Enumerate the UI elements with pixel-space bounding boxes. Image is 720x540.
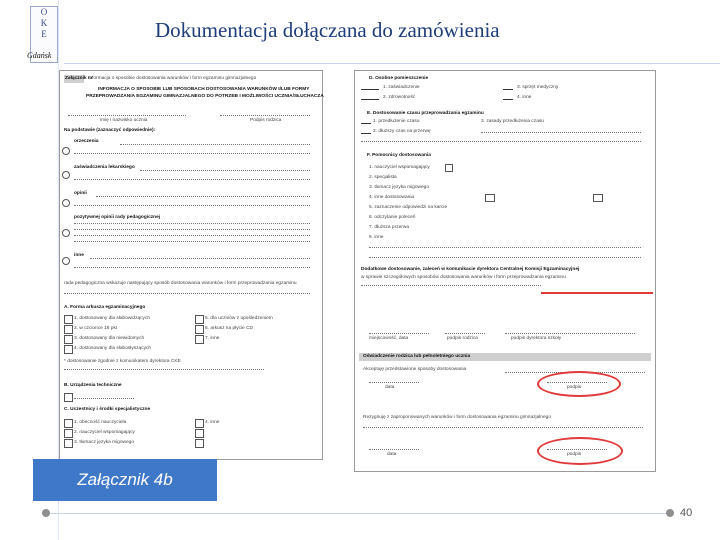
decision-text: rada pedagogiczna wskazuje następujący sposób dostosowania warunków i form przeprowadzania egzaminu (64, 281, 297, 286)
slide-title: Dokumentacja dołączana do zamówienia (155, 18, 500, 42)
basis-radio-1 (62, 147, 70, 155)
section-e-title: E. Dostosowanie czasu przeprowadzania egzaminu (367, 111, 484, 116)
conclusion-2: w sprawie szczegółowych sposobów dostosowania warunków i form przeprowadzania egzaminu (361, 275, 566, 280)
form-page-right: D. Osobne pomieszczenie 1. zaświadczenie 2. zdrowotność 3. sprzęt medyczny 4. inne E. Dostosowanie czasu przeprowadzania egzaminu 1. przedłużenie czasu 2. dłuższy czas na przerwę 3. zasady przedłużenia czasu F. Pomocnicy dostosowania 1. nauczyciel wspomagający 2. specjalista 3. tłumacz języka migowego 4. inne dostosowania 5. zaznaczenie odpowiedzi na karcie 6. odczytanie poleceń 7. dłuższa przerwa 8. inne Dodatkowe dostosowanie, zaleceń w komunikacie dyrektora Centralnej Komisji Egzaminacyjnej w sprawie szczegółowych sposobów dostosowania warunków i form przeprowadzania egzaminu miejscowość, data podpis rodzica podpis dyrektora szkoły Oświadczenie rodzica lub pełnoletniego ucznia Akceptuję przedstawione sposoby dostosowania data podpis Rezygnuję z zaproponowanych warunków i form dostosowania egzaminu gimnazjalnego data podpis (354, 70, 656, 472)
section-c-title: C. Uczestnicy i środki specjalistyczne (64, 407, 151, 412)
page-number: 40 (680, 507, 693, 519)
oke-logo (27, 6, 58, 63)
basis-radio-4 (62, 229, 70, 237)
basis-row-2: zaświadczenia lekarskiego (74, 165, 135, 170)
logo-city: Gdańsk (27, 51, 52, 60)
header-tag: Załącznik nr (65, 76, 93, 81)
sign-caption: Podpis rodzica (250, 118, 282, 123)
section-d-title: D. Osobne pomieszczenie (369, 76, 429, 81)
basis-row-1: orzeczenia (74, 139, 99, 144)
statement-heading: Oświadczenie rodzica lub pełnoletniego ucznia (363, 354, 471, 359)
footer-dot-right (666, 509, 674, 517)
footer-dot-left (42, 509, 50, 517)
basis-row-5: inne (74, 253, 84, 258)
logo-letter-e: E (41, 29, 47, 39)
name-line (68, 115, 186, 116)
basis-radio-5 (62, 257, 70, 265)
sign-line (220, 115, 310, 116)
basis-row-4: pozytywnej opinii rady pedagogicznej (74, 215, 161, 220)
attachment-badge: Załącznik 4b (33, 459, 217, 501)
logo-letter-o: O (40, 7, 48, 17)
basis-radio-3 (62, 199, 70, 207)
red-highlight-oval-2 (537, 437, 623, 465)
red-highlight-oval-1 (537, 371, 621, 397)
conclusion-1: Dodatkowe dostosowanie, zaleceń w komunikacie dyrektora Centralnej Komisji Egzaminacyjnej (361, 267, 580, 272)
basis-radio-2 (62, 171, 70, 179)
footer-rule (46, 513, 670, 514)
section-a-title: A. Forma arkusza egzaminacyjnego (64, 305, 146, 310)
basis-row-3: opinii (74, 191, 87, 196)
logo-letter-k: K (40, 18, 48, 28)
section-b-title: B. Urządzenia techniczne (64, 383, 122, 388)
basis-label: Na podstawie (zaznaczyć odpowiednie): (64, 128, 156, 133)
red-highlight-line (541, 292, 653, 294)
form-page-left: Załącznik nr Informacja o sposobie dostosowania warunków i form egzaminu gimnazjalnego INFORMACJA O SPOSOBIE LUB SPOSOBACH DOSTOSOWANIA WARUNKÓW I/LUB FORMY PRZEPROWADZANIA EGZAMINU GIMNAZJALNEGO DO POTRZEB I MOŻLIWOŚCI UCZNIA/SŁUCHACZA imię i nazwisko ucznia Podpis rodzica Na podstawie (zaznaczyć odpowiednie): orzeczenia zaświadczenia lekarskiego opinii pozytywnej opinii rady pedagogicznej inne rada pedagogiczna wskazuje następujący sposób dostosowania warunków i form przeprowadzania egzaminu A. Forma arkusza egzaminacyjnego 1. dostosowany dla słabowidzących 2. w czcionce 16 pkt 3. dostosowany dla niewidomych 4. dostosowany dla słabosłyszących 5. dla uczniów z upośledzeniem 6. arkusz na płycie CD 7. inne * dostosowanie zgodnie z komunikatem dyrektora CKE B. Urządzenia techniczne C. Uczestnicy i środki specjalistyczne 1. obecność nauczyciela 2. nauczyciel wspomagający 3. tłumacz języka migowego 4. inne (59, 70, 323, 460)
section-f-title: F. Pomocnicy dostosowania (367, 153, 431, 158)
form-heading-1: INFORMACJA O SPOSOBIE LUB SPOSOBACH DOSTOSOWANIA WARUNKÓW I/LUB FORMY (98, 87, 310, 92)
name-caption: imię i nazwisko ucznia (100, 118, 148, 123)
form-heading-2: PRZEPROWADZANIA EGZAMINU GIMNAZJALNEGO DO POTRZEB I MOŻLIWOŚCI UCZNIA/SŁUCHACZA (86, 94, 324, 99)
header-ref: Informacja o sposobie dostosowania warunków i form egzaminu gimnazjalnego (88, 76, 257, 81)
footnote: * dostosowanie zgodnie z komunikatem dyrektora CKE (64, 359, 181, 364)
title-underline (64, 63, 720, 64)
